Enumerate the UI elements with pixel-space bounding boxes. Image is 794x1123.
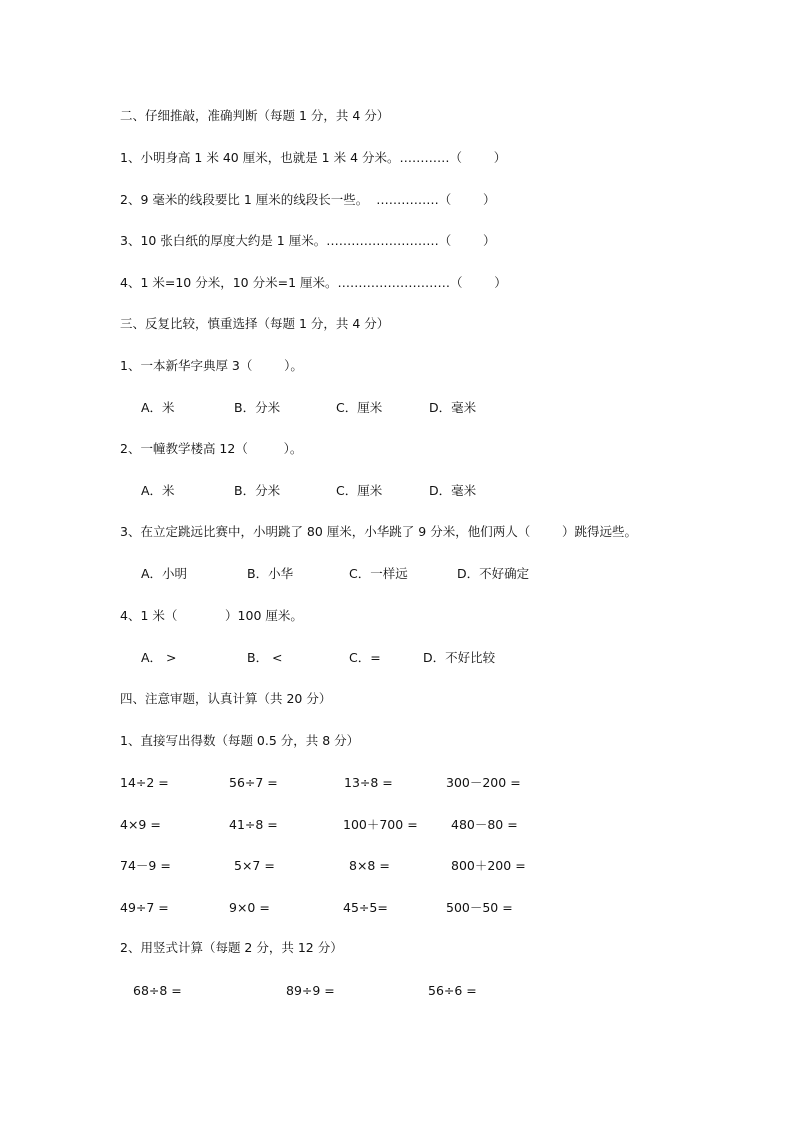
vertical-calc-3: 56÷6 = [428,983,477,998]
section2-item-1: 1、小明身高 1 米 40 厘米，也就是 1 米 4 分米。…………（ ） [120,150,507,165]
section3-q3-option-c: C．一样远 [349,566,408,581]
calc-r2-c4: 480－80 = [451,817,518,832]
section2-item-4: 4、1 米=10 分米，10 分米=1 厘米。………………………（ ） [120,275,507,290]
calc-r4-c1: 49÷7 = [120,900,169,915]
calc-r2-c2: 41÷8 = [229,817,278,832]
section3-q3-option-a: A．小明 [141,566,188,581]
calc-r2-c1: 4×9 = [120,817,161,832]
calc-r4-c4: 500－50 = [446,900,513,915]
section3-q4-option-d: D．不好比较 [423,650,496,665]
section2-item-3: 3、10 张白纸的厚度大约是 1 厘米。………………………（ ） [120,233,496,248]
calc-r1-c2: 56÷7 = [229,775,278,790]
calc-r1-c1: 14÷2 = [120,775,169,790]
section3-q2-option-b: B．分米 [234,483,281,498]
calc-r3-c2: 5×7 = [234,858,275,873]
section3-heading: 三、反复比较，慎重选择（每题 1 分，共 4 分） [120,316,390,331]
section3-q1-option-c: C．厘米 [336,400,383,415]
section3-q2-option-a: A．米 [141,483,175,498]
section3-q4-stem: 4、1 米（ ）100 厘米。 [120,608,303,623]
section2-heading: 二、仔细推敲，准确判断（每题 1 分，共 4 分） [120,108,390,123]
section4-heading: 四、注意审题，认真计算（共 20 分） [120,691,332,706]
section3-q4-option-c: C．= [349,650,381,665]
section3-q1-option-a: A．米 [141,400,175,415]
section3-q4-option-a: A． > [141,650,177,665]
calc-r4-c2: 9×0 = [229,900,270,915]
vertical-calc-2: 89÷9 = [286,983,335,998]
section3-q3-stem: 3、在立定跳远比赛中，小明跳了 80 厘米，小华跳了 9 分米，他们两人（ ）跳得远些。 [120,524,637,539]
section2-item-2: 2、9 毫米的线段要比 1 厘米的线段长一些。 ……………（ ） [120,192,496,207]
section3-q3-option-d: D．不好确定 [457,566,530,581]
calc-r4-c3: 45÷5= [343,900,388,915]
calc-r1-c3: 13÷8 = [344,775,393,790]
section4-part1-title: 1、直接写出得数（每题 0.5 分，共 8 分） [120,733,360,748]
vertical-calc-1: 68÷8 = [133,983,182,998]
calc-r1-c4: 300－200 = [446,775,521,790]
section4-part2-title: 2、用竖式计算（每题 2 分，共 12 分） [120,940,343,955]
section3-q4-option-b: B． < [247,650,283,665]
calc-r3-c4: 800＋200 = [451,858,526,873]
section3-q3-option-b: B．小华 [247,566,294,581]
section3-q2-stem: 2、一幢教学楼高 12（ ）。 [120,441,303,456]
section3-q1-option-d: D．毫米 [429,400,477,415]
section3-q2-option-c: C．厘米 [336,483,383,498]
calc-r3-c1: 74－9 = [120,858,171,873]
section3-q1-stem: 1、一本新华字典厚 3（ ）。 [120,358,303,373]
calc-r3-c3: 8×8 = [349,858,390,873]
calc-r2-c3: 100＋700 = [343,817,418,832]
section3-q2-option-d: D．毫米 [429,483,477,498]
section3-q1-option-b: B．分米 [234,400,281,415]
